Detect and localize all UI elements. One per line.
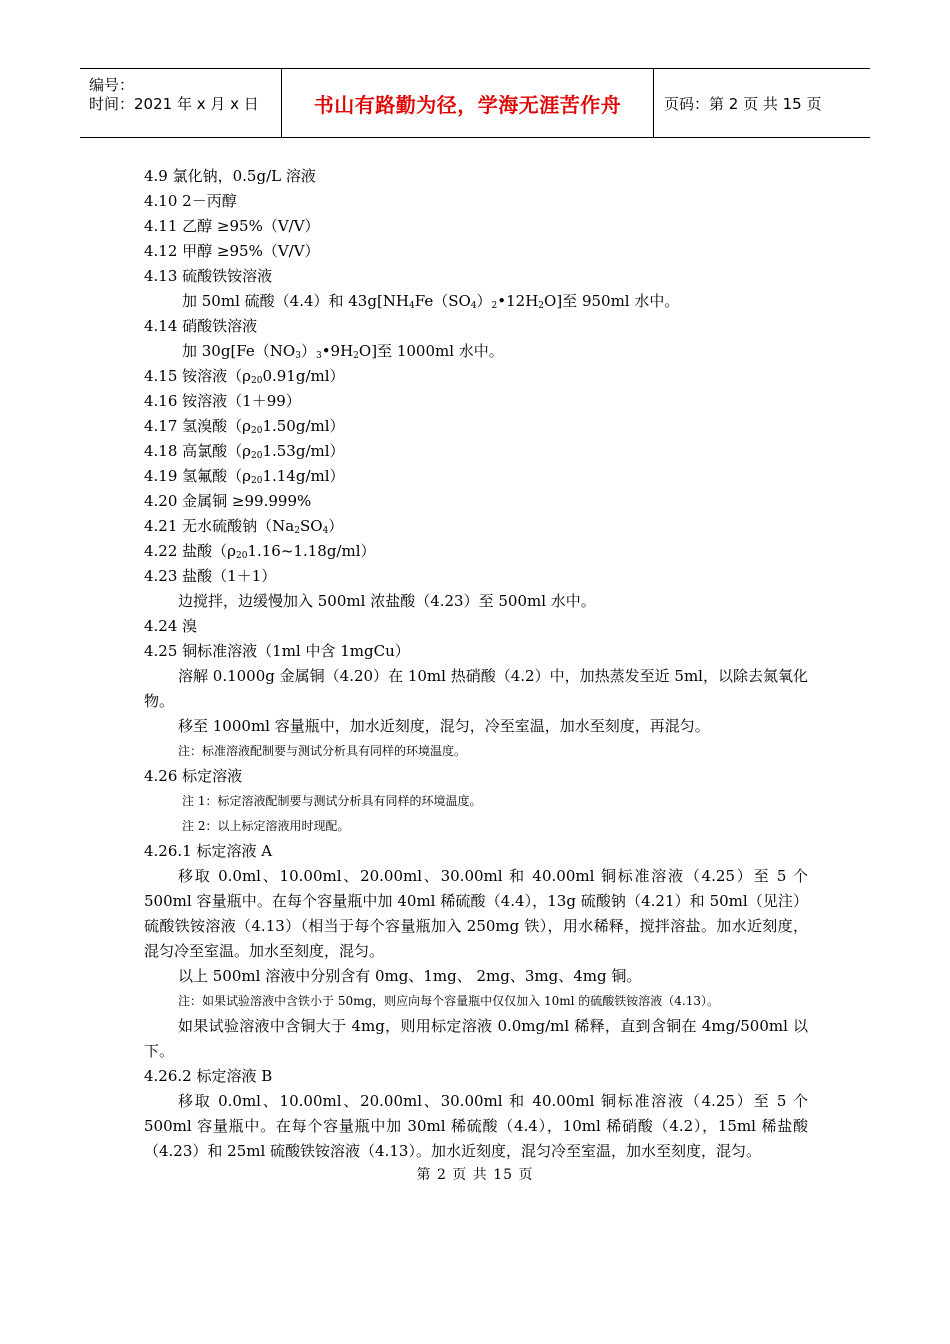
item-4-26-note-1: 注 1：标定溶液配制要与测试分析具有同样的环境温度。 — [182, 794, 482, 808]
item-4-26-1: 4.26.1 标定溶液 A — [144, 842, 273, 860]
item-4-26-2-para-1: 移取 0.0ml、10.00ml、20.00ml、30.00ml 和 40.00ml 铜标准溶液（4.25）至 5 个 500ml 容量瓶中。在每个容量瓶中加 30ml 稀硫酸（4.4），10ml 稀硝酸（4.2），15ml 稀盐酸（4.23）和 25ml 硫酸铁铵溶液（4.13）。加水近刻度，混匀冷至室温，加水至刻度，混匀。 — [144, 1092, 808, 1160]
item-4-26: 4.26 标定溶液 — [144, 767, 243, 785]
item-4-14-formula: 加 $30g[Fe(NO_3)_3•9H_2O]$至 1000ml 水中。 — [182, 342, 504, 361]
motto-text: 书山有路勤为径，学海无涯苦作舟 — [313, 92, 622, 117]
item-4-23-desc: 边搅拌，边缓慢加入 500ml 浓盐酸（4.23）至 500ml 水中。 — [178, 592, 596, 610]
item-4-25: 4.25 铜标准溶液（1ml 中含 1mgCu） — [144, 642, 410, 660]
header-meta-cell — [80, 69, 282, 137]
item-4-11: 4.11 乙醇 ≥95%（V/V） — [144, 217, 320, 235]
item-4-26-1-para-1: 移取 0.0ml、10.00ml、20.00ml、30.00ml 和 40.00ml 铜标准溶液（4.25）至 5 个 500ml 容量瓶中。在每个容量瓶中加 40ml 稀硫酸（4.4），13g 硫酸钠（4.21）和 50ml（见注）硫酸铁铵溶液（4.13）（相当于每个容量瓶加入 250mg 铁），用水稀释，搅拌溶盐。加水近刻度，混匀冷至室温。加水至刻度，混匀。 — [144, 867, 808, 960]
number-label: 编号： — [89, 76, 135, 94]
item-4-26-note-2: 注 2：以上标定溶液用时现配。 — [182, 819, 350, 833]
item-4-14: 4.14 硝酸铁溶液 — [144, 317, 258, 335]
header-motto-cell — [282, 69, 654, 137]
document-body — [144, 164, 808, 1164]
item-4-12: 4.12 甲醇 ≥95%（V/V） — [144, 242, 320, 260]
item-4-21: 4.21 无水硫酸钠$(Na_2SO_4)$ — [144, 517, 344, 536]
item-4-18: 4.18 高氯酸$(\rho_{20}1.53g/ml)$ — [144, 442, 345, 461]
item-4-22: 4.22 盐酸$(\rho_{20}1.16\sim 1.18g/ml)$ — [144, 542, 376, 561]
item-4-10: 4.10 2－丙醇 — [144, 192, 237, 210]
item-4-26-2: 4.26.2 标定溶液 B — [144, 1067, 273, 1085]
item-4-23: 4.23 盐酸（1＋1） — [144, 567, 277, 585]
item-4-19: 4.19 氢氟酸$(\rho_{20}1.14g/ml)$ — [144, 467, 345, 486]
item-4-17: 4.17 氢溴酸$(\rho_{20}1.50g/ml)$ — [144, 417, 345, 436]
header-page-cell — [654, 69, 870, 137]
item-4-25-para-2: 移至 1000ml 容量瓶中，加水近刻度，混匀，冷至室温，加水至刻度，再混匀。 — [178, 717, 710, 735]
item-4-13-formula: 加 50ml 硫酸（4.4）和 $43g[NH_4Fe(SO_4)_2•12H_2O]$至 950ml 水中。 — [182, 292, 680, 311]
item-4-20: 4.20 金属铜 ≥99.999% — [144, 492, 312, 510]
item-4-24: 4.24 溴 — [144, 617, 198, 635]
item-4-15: 4.15 铵溶液$(\rho_{20}0.91g/ml)$ — [144, 367, 345, 386]
item-4-26-1-para-3: 如果试验溶液中含铜大于 4mg，则用标定溶液 0.0mg/ml 稀释，直到含铜在 4mg/500ml 以下。 — [144, 1017, 808, 1060]
item-4-25-para-1: 溶解 0.1000g 金属铜（4.20）在 10ml 热硝酸（4.2）中，加热蒸发至近 5ml，以除去氮氧化物。 — [144, 667, 808, 710]
item-4-26-1-para-2: 以上 500ml 溶液中分别含有 0mg、1mg、 2mg、3mg、4mg 铜。 — [178, 967, 642, 985]
date-label: 时间：2021 年 x 月 x 日 — [89, 95, 259, 113]
document-header — [80, 68, 870, 138]
page-footer: 第 2 页 共 15 页 — [416, 1167, 534, 1183]
page-info: 页码：第 2 页 共 15 页 — [664, 94, 822, 113]
item-4-9: 4.9 氯化钠，0.5g/L 溶液 — [144, 167, 316, 185]
item-4-13: 4.13 硫酸铁铵溶液 — [144, 267, 273, 285]
item-4-26-1-note: 注：如果试验溶液中含铁小于 50mg，则应向每个容量瓶中仅仅加入 10ml 的硫酸铁铵溶液（4.13）。 — [178, 994, 719, 1008]
item-4-16: 4.16 铵溶液（1＋99） — [144, 392, 301, 410]
item-4-25-note: 注：标准溶液配制要与测试分析具有同样的环境温度。 — [178, 744, 467, 758]
